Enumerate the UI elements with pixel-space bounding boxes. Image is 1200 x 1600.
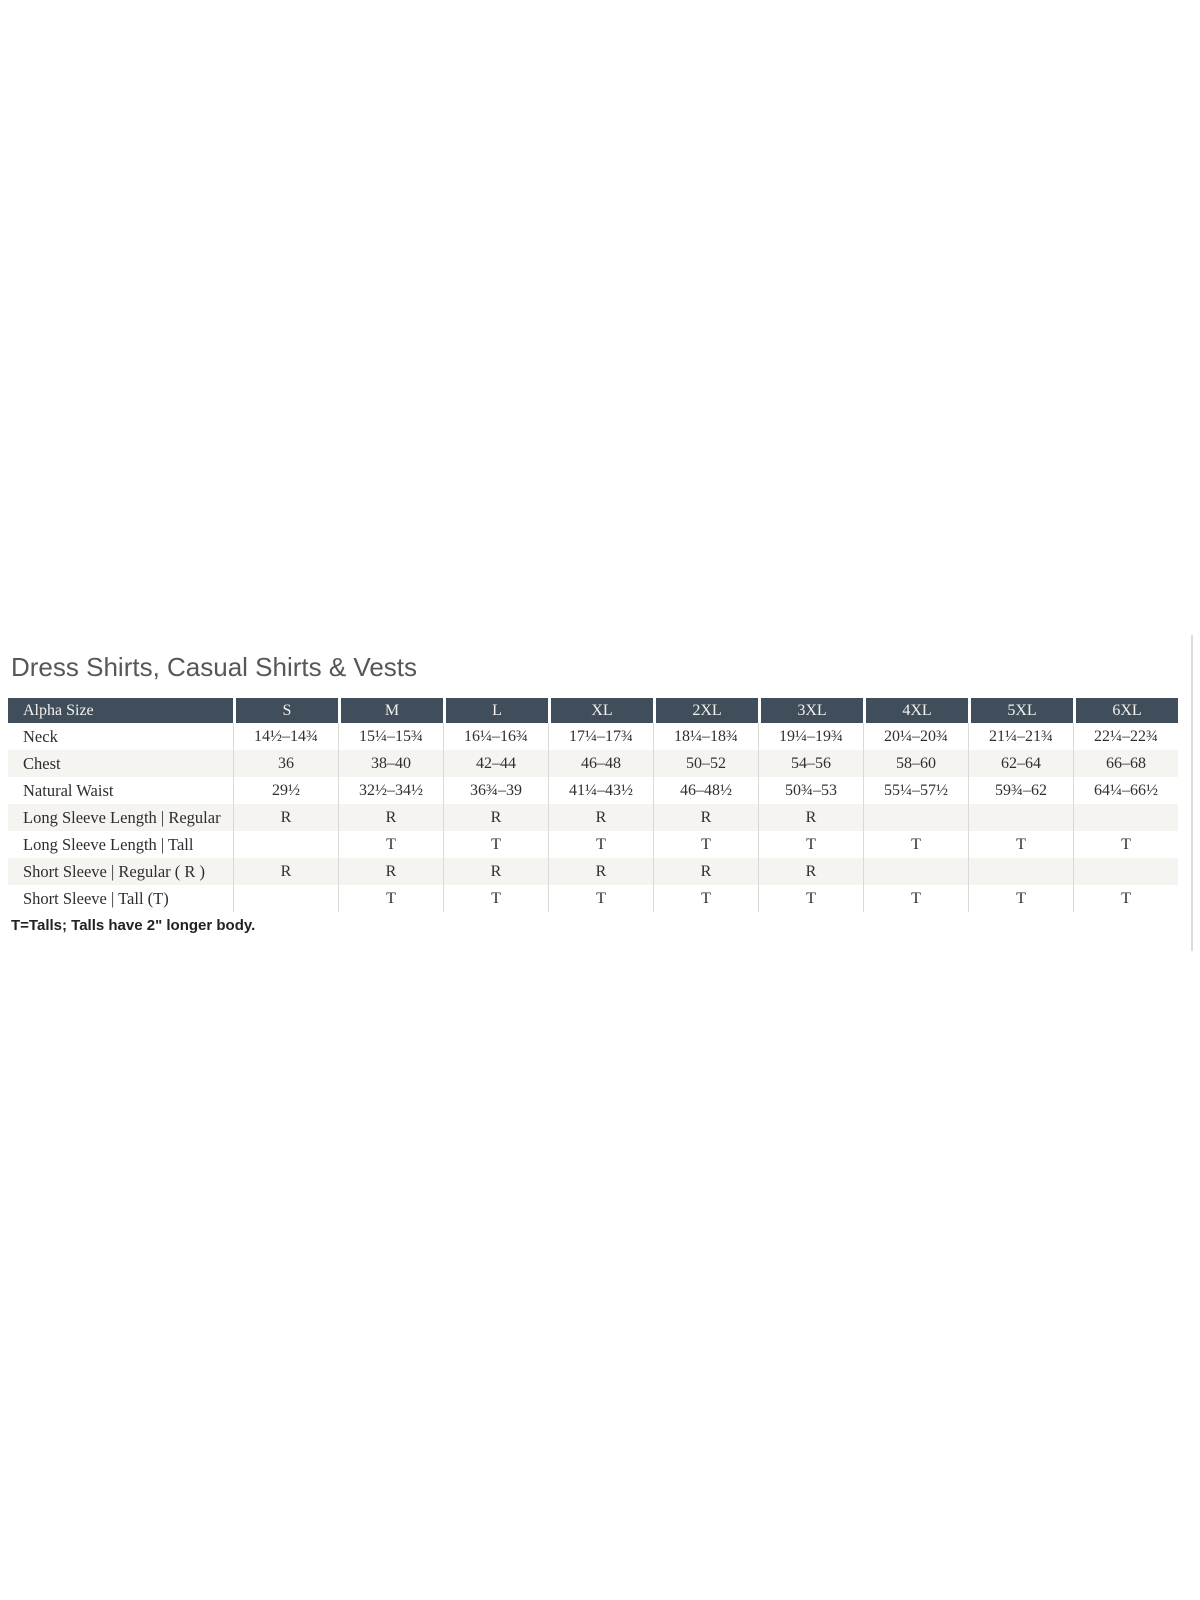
header-cell-size: 4XL [866, 698, 968, 723]
size-value-cell: R [338, 804, 443, 831]
table-row [8, 885, 1178, 912]
size-value-cell: 16¼–16¾ [443, 723, 548, 750]
size-value-cell: 36¾–39 [443, 777, 548, 804]
size-value-cell: R [443, 858, 548, 885]
size-value-cell [968, 858, 1073, 885]
size-value-cell [863, 804, 968, 831]
row-label: Chest [23, 754, 61, 773]
size-value-cell: 46–48½ [653, 777, 758, 804]
size-value-cell: R [338, 858, 443, 885]
size-value-cell: T [758, 885, 863, 912]
size-value-cell: 15¼–15¾ [338, 723, 443, 750]
size-value-cell: T [968, 885, 1073, 912]
size-value-cell: 42–44 [443, 750, 548, 777]
size-value-cell: T [653, 831, 758, 858]
size-value-cell: T [443, 885, 548, 912]
size-value-cell: 46–48 [548, 750, 653, 777]
table-row [8, 804, 1178, 831]
header-cell-size: 5XL [971, 698, 1073, 723]
size-value-cell: R [653, 858, 758, 885]
row-label: Neck [23, 727, 58, 746]
table-row [8, 831, 1178, 858]
size-value-cell: R [443, 804, 548, 831]
size-value-cell: 20¼–20¾ [863, 723, 968, 750]
size-value-cell: 50–52 [653, 750, 758, 777]
size-value-cell: 59¾–62 [968, 777, 1073, 804]
size-value-cell: R [233, 858, 338, 885]
size-value-cell: R [233, 804, 338, 831]
size-value-cell [1073, 804, 1178, 831]
size-value-cell: T [863, 885, 968, 912]
size-chart-table [8, 698, 1178, 912]
size-value-cell: R [653, 804, 758, 831]
size-value-cell [233, 885, 338, 912]
size-value-cell: 50¾–53 [758, 777, 863, 804]
size-value-cell: T [443, 831, 548, 858]
size-value-cell: T [338, 885, 443, 912]
size-value-cell: T [548, 885, 653, 912]
table-header-row [8, 698, 1178, 723]
size-value-cell: 14½–14¾ [233, 723, 338, 750]
size-value-cell: 62–64 [968, 750, 1073, 777]
size-value-cell: R [548, 858, 653, 885]
size-value-cell [233, 831, 338, 858]
size-value-cell: 19¼–19¾ [758, 723, 863, 750]
size-value-cell [1073, 858, 1178, 885]
size-value-cell: T [1073, 885, 1178, 912]
size-value-cell: T [968, 831, 1073, 858]
header-cell-size: 3XL [761, 698, 863, 723]
size-value-cell: 38–40 [338, 750, 443, 777]
row-label: Short Sleeve | Regular ( R ) [23, 862, 206, 881]
header-cell-size: S [236, 698, 338, 723]
header-cell-size: XL [551, 698, 653, 723]
size-value-cell: 21¼–21¾ [968, 723, 1073, 750]
size-value-cell: 18¼–18¾ [653, 723, 758, 750]
header-cell-size: 2XL [656, 698, 758, 723]
size-value-cell: 32½–34½ [338, 777, 443, 804]
size-value-cell: T [1073, 831, 1178, 858]
size-value-cell: 17¼–17¾ [548, 723, 653, 750]
size-value-cell: R [758, 858, 863, 885]
size-value-cell: T [863, 831, 968, 858]
header-cell-size: M [341, 698, 443, 723]
header-cell-size: 6XL [1076, 698, 1178, 723]
size-value-cell: 29½ [233, 777, 338, 804]
table-row [8, 858, 1178, 885]
size-value-cell: 58–60 [863, 750, 968, 777]
size-value-cell: 54–56 [758, 750, 863, 777]
row-label: Long Sleeve Length | Tall [23, 835, 194, 854]
row-label: Long Sleeve Length | Regular [23, 808, 221, 827]
table-row [8, 723, 1178, 750]
table-body [8, 723, 1178, 912]
header-cell-size: L [446, 698, 548, 723]
size-value-cell: 64¼–66½ [1073, 777, 1178, 804]
table-footnote: T=Talls; Talls have 2" longer body. [11, 917, 256, 934]
right-edge-divider [1191, 635, 1193, 951]
header-cell-alpha-size: Alpha Size [8, 698, 233, 723]
page-title: Dress Shirts, Casual Shirts & Vests [11, 652, 418, 682]
size-value-cell [863, 858, 968, 885]
size-value-cell: T [548, 831, 653, 858]
row-label: Short Sleeve | Tall (T) [23, 889, 169, 908]
size-value-cell: R [548, 804, 653, 831]
table-row [8, 750, 1178, 777]
size-value-cell: T [758, 831, 863, 858]
size-value-cell: 22¼–22¾ [1073, 723, 1178, 750]
size-value-cell [968, 804, 1073, 831]
table-row [8, 777, 1178, 804]
row-label: Natural Waist [23, 781, 114, 800]
size-value-cell: 36 [233, 750, 338, 777]
size-value-cell: T [653, 885, 758, 912]
size-value-cell: 66–68 [1073, 750, 1178, 777]
size-value-cell: 41¼–43½ [548, 777, 653, 804]
size-value-cell: T [338, 831, 443, 858]
size-value-cell: R [758, 804, 863, 831]
size-value-cell: 55¼–57½ [863, 777, 968, 804]
